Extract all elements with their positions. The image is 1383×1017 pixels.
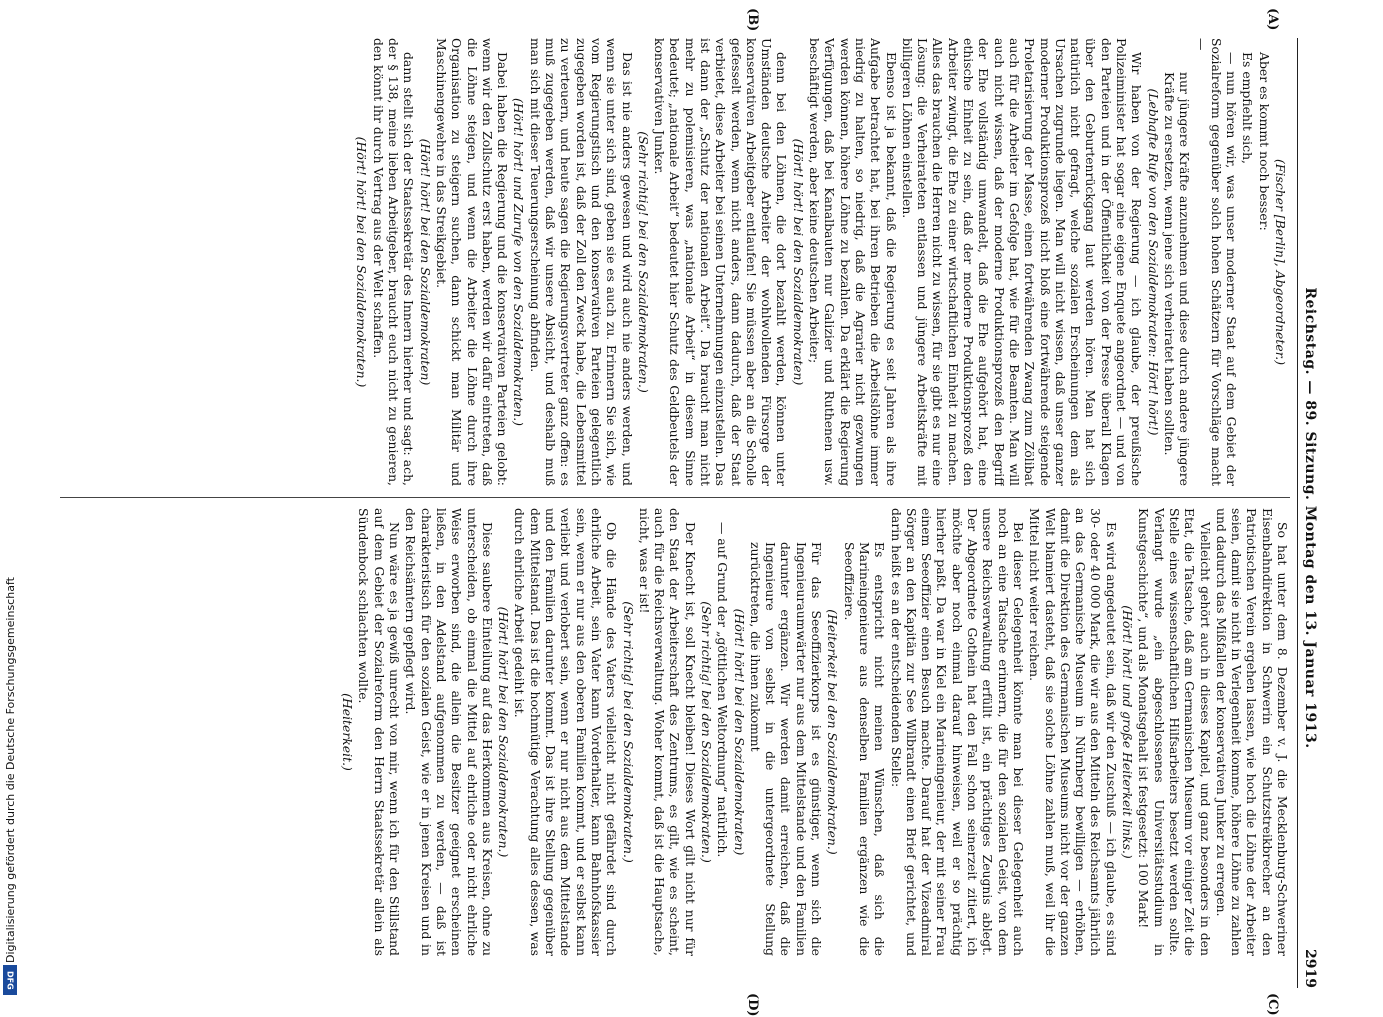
right-column bbox=[60, 508, 1290, 956]
interjection: (Heiterkeit bei den Sozialdemokraten.) bbox=[825, 609, 841, 855]
left-column bbox=[60, 38, 1290, 486]
interjection: (Lebhafte Rufe von den Sozialdemokraten: Hört! hört!) bbox=[1145, 88, 1161, 436]
paragraph: — nun hören wir, was unser moderner Staat auf dem Gebiet der Sozialreform gegenüber solch hohen Schätzern für Vorschläge macht — bbox=[1193, 38, 1240, 486]
paragraph: Ebenso ist ja bekannt, daß die Regierung es seit Jahren als ihre Aufgabe betrachtet hat, bei ihren Betrieben die Arbeitslöhne immer niedrig zu halten, so niedrig, daß die Agrarier nicht gezwungen werden können, höhere Löhne zu bezahlen. Da erklärt die Regierung Verfügungen, daß bei Kanalbauten nur Galizier und Ruthenen usw. beschäftigt werden, aber keine deutschen Arbeiter; bbox=[807, 38, 899, 486]
paragraph: Dabei haben die Regierung und die konservativen Parteien gelobt: wenn wir den Zollschutz erst haben, werden wir dafür eintreten, daß die Löhne steigen, und wenn die Arbeiter die Löhne durch ihre Organisation zu steigern suchen, dann schickt man Militär und Maschinengewehre in das Streikgebiet. bbox=[433, 38, 511, 486]
page-number: 2919 bbox=[1301, 949, 1318, 988]
paragraph: — auf Grund der „göttlichen Weltordnung“ natürlich. bbox=[715, 522, 731, 858]
quote: nur jüngere Kräfte anzunehmen und diese durch andere jüngere Kräfte zu ersetzen, wenn jene sich verheiratet haben sollten. bbox=[1161, 72, 1193, 486]
paragraph: Es wird angedeutet sein, daß wir den Zuschuß — ich glaube, es sind 30- oder 40 000 Mark, die wir aus den Mitteln des Reichsamts jährlich an das Germanische Museum in Nürnberg bewilligen — erhöhen, damit die Direktion des Germanischen Museums nicht vor der ganzen Welt blamiert dasteht, daß sie solche Löhne zahlen muß, weil ihr die Mittel nicht weiter reichen. bbox=[1027, 508, 1119, 956]
paragraph: dann stellt sich der Staatssekretär des Innern hierher und sagt: ach, der § 138, meine lieben Arbeitgeber, braucht euch nicht zu genieren, den könnt ihr durch Vertrag aus der Welt schaffen. bbox=[370, 38, 417, 486]
interjection: (Sehr richtig! bei den Sozialdemokraten.) bbox=[620, 601, 636, 863]
interjection: (Heiterkeit.) bbox=[340, 693, 356, 771]
margin-marker-a: (A) bbox=[1265, 8, 1280, 31]
paragraph: Der Knecht ist, soll Knecht bleiben! Dieses Wort gilt nicht nur für den Staat der Arbeiterschaft des Zentrums, es gilt, wie es scheint, auch für die Reichsverwaltung. Woher kommt, daß ist die Hauptsache, nicht, was er ist! bbox=[636, 508, 698, 956]
paragraph: Diese saubere Einteilung auf das Herkommen aus Kreisen, ohne zu unterscheiden, ob einmal die Mittel auf ehrliche oder nicht ehrliche Weise erworben sind, die allein die Besitzer geeignet erscheinen ließen, in den Adelstand aufgenommen zu werden, — daß ist charakteristisch für den sozialen Geist, wie er in jenen Kreisen und in den Reichsämtern gepflegt wird. bbox=[403, 508, 495, 956]
interjection: (Hört! hört! und Zurufe von den Sozialdemokraten.) bbox=[511, 97, 527, 427]
dfg-logo: DFG bbox=[3, 965, 17, 995]
quote: Es entspricht nicht meinen Wünschen, daß sich die Marineingenieure aus denselben Familien ergänzen wie die Seeoffiziere. bbox=[841, 542, 888, 956]
paragraph: Aber es kommt noch besser: bbox=[1256, 52, 1272, 231]
interjection: (Sehr richtig! bei den Sozialdemokraten.) bbox=[699, 601, 715, 863]
interjection: (Hört! hört! bei den Sozialdemokraten) bbox=[790, 138, 806, 386]
column-divider bbox=[60, 497, 1290, 498]
quote: Für das Seeoffizierkorps ist es günstiger, wenn sich die Ingenieuraumwärter nur aus dem Mittelstande und den Familien darunter ergänzen. Wir werden damit erreichen, daß die Ingenieure von selbst in die untergeordnete Stellung zurücktreten, die ihnen zukommt bbox=[747, 542, 825, 956]
paragraph: Ob die Hände des Vaters vielleicht nicht gefährdet sind durch ehrliche Arbeit, sein Vater kann Vorderhalter, kann Bahnhofskassier sein, wenn er nur aus den oberen Familien kommt, und er selbst kann verliebt und verlobert sein, wenn er nur nicht aus dem Mittelstande und den Familien darunter kommt. Das ist ihre Stellung gegenüber dem Mittelstand. Das ist die hochmütige Verachtung alles dessen, was durch ehrliche Arbeit gedeiht ist. bbox=[512, 508, 620, 956]
paragraph: Vielleicht gehört auch in dieses Kapitel, und ganz besonders in den Etat, die Tatsache, daß am Germanischen Museum vor einiger Zeit die Stelle eines wissenschaftlichen Hilfsarbeiters besetzt werden sollte. Verlangt wurde „ein abgeschlossenes Universitätsstudium in Kunstgeschichte“, und als Monatsgehalt ist festgesetzt: 100 Mark! bbox=[1136, 508, 1213, 956]
paragraph: denn bei den Löhnen, die dort bezahlt werden, können unter Umständen deutsche Arbeiter der wohlwollenden Fürsorge der konservativen Arbeitgeber entlaufen! Sie müssen aber an die Scholle gefesselt werden, wenn nicht anders, dann dadurch, daß der Staat verbietet, diese Arbeiter bei seinen Unternehmungen einzustellen. Das ist dann der „Schutz der nationalen Arbeit“. Da braucht man nicht mehr zu polemisieren, was „nationale Arbeit“ in diesem Sinne bedeutet; „nationale Arbeit“ bedeutet hier Schutz des Geldbeutels der konservativen Junker. bbox=[652, 38, 790, 486]
interjection: (Hört! hört! und große Heiterkeit links.) bbox=[1120, 605, 1136, 859]
interjection: (Sehr richtig! bei den Sozialdemokraten.) bbox=[635, 131, 651, 393]
paragraph: Nun wäre es ja gewiß unrecht von mir, wenn ich für den Stillstand auf dem Gebiet der Sozialreform den Herrn Staatssekretär allein als Sündenbock schlachten wollte. bbox=[356, 508, 403, 956]
paragraph: Wir haben von der Regierung — ich glaube, der preußische Polizeiminister hat sogar eine eigene Enquete angeordnet — und von den Parteien und in der Öffentlichkeit von der Presse überall Klagen über den Geburtenrückgang laut werden hören. Man hat sich natürlich nicht gefragt, welche sozialen Erscheinungen dem als Ursachen zugrunde liegen. Man will nicht wissen, daß unser ganzer moderner Produktionsprozeß nicht bloß eine fortwährende steigende Proletarisierung der Masse, einen fortwährenden Zwang zum Zölibat auch für die Arbeiter im Gefolge hat, wie für die Beamten. Man will auch nicht wissen, daß der moderne Produktionsprozeß den Begriff der Ehe vollständig umwandelt, daß die Ehe aufgehört hat, eine ethische Einheit zu sein, daß der moderne Produktionsprozeß den Arbeiter zwingt, die Ehe zu einer wirtschaftlichen Einheit zu machen. Alles das brauchen die Herren nicht zu wissen, für sie gibt es nur eine Lösung: die Verheirateten entlassen und jüngere Arbeitskräfte mit billigeren Löhnen einstellen. bbox=[899, 38, 1145, 486]
margin-marker-d: (D) bbox=[745, 993, 760, 1017]
digitization-credit: Digitalisierung gefördert durch die Deutsche Forschungsgemeinschaft bbox=[4, 577, 17, 963]
speaker-name: (Fischer [Berlin], Abgeordneter.) bbox=[1273, 158, 1288, 366]
margin-marker-c: (C) bbox=[1265, 993, 1280, 1016]
paragraph: So hat unter dem 8. Dezember v. J. die Mecklenburg-Schweriner Eisenbahndirektion in Schwerin ein Schutzstreikbrecher an den Patriotischen Verein ergehen lassen, wie hoch die Löhne der Arbeiter seien, damit sie nicht in Verlegenheit komme, höhere Löhne zu zahlen und dadurch das Mißfallen der konservativen Junker zu erregen. bbox=[1213, 508, 1290, 956]
interjection: (Hört! hört! bei den Sozialdemokraten) bbox=[417, 138, 433, 386]
interjection: (Hört! hört! bei den Sozialdemokraten) bbox=[731, 608, 747, 856]
running-head-title: Reichstag. — 89. Sitzung. Montag den 13. Januar 1913. bbox=[1301, 287, 1318, 749]
interjection: (Hört! hört! bei den Sozialdemokraten.) bbox=[496, 606, 512, 858]
paragraph: Es empfiehlt sich, bbox=[1240, 52, 1256, 164]
running-head bbox=[1297, 38, 1320, 988]
rotated-page bbox=[20, 8, 1320, 1017]
interjection: (Hört! hört! bei den Sozialdemokraten.) bbox=[354, 136, 370, 388]
margin-marker-b: (B) bbox=[745, 8, 760, 32]
paragraph: Bei dieser Gelegenheit könnte man bei dieser Gelegenheit auch noch an eine Tatsache erinnern, die für den sozialen Geist, von dem unsere Reichsverwaltung erfüllt ist, ein prächtiges Zeugnis ablegt. Der Abgeordnete Gothein hat den Fall schon seinerzeit zitiert, ich möchte aber noch einmal darauf hinweisen, weil er so prächtig hierher paßt. Da war in Kiel ein Marineingenieur, der mit seiner Frau einem Seeoffizier einen Besuch machte. Darauf hat der Vizeadmiral Sörger an den Kapitän zur See Wilbrandt einen Brief gerichtet, und darin heißt es an der entscheidenden Stelle: bbox=[888, 508, 1026, 956]
paragraph: Das ist nie anders gewesen und wird auch nie anders werden, und wenn sie unter sich sind, geben sie es auch zu. Erinnern Sie sich, wie vom Regierungstisch und den konservativen Parteien gelegentlich zugegeben worden ist, daß der Zoll den Zweck habe, die Lebensmittel zu verteuern, und heute sagen die Regierungsvertreter ganz offen: es muß zugegeben werden, daß wir unsere Absicht, und deshalb muß man sich mit dieser Teuerungserscheinung abfinden. bbox=[527, 38, 635, 486]
